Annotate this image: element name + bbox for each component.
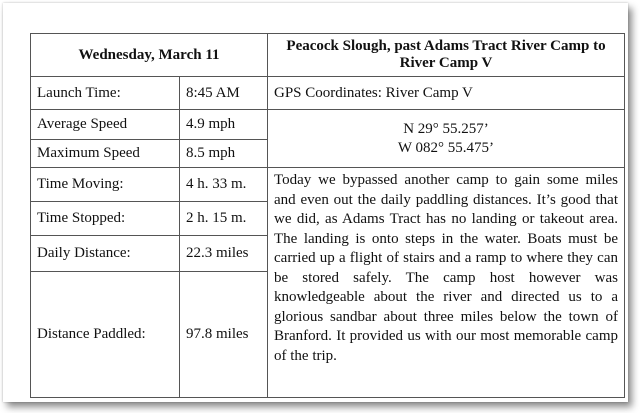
distance-paddled-label: Distance Paddled: xyxy=(31,272,180,398)
launch-time-label: Launch Time: xyxy=(31,77,180,110)
average-speed-value: 4.9 mph xyxy=(180,110,268,140)
launch-time-value: 8:45 AM xyxy=(180,77,268,110)
table-row xyxy=(31,77,625,110)
gps-coordinates-label: GPS Coordinates: River Camp V xyxy=(268,77,625,110)
time-stopped-label: Time Stopped: xyxy=(31,202,180,236)
time-moving-label: Time Moving: xyxy=(31,168,180,202)
date-heading: Wednesday, March 11 xyxy=(31,34,268,77)
table-row xyxy=(31,168,625,202)
daily-narrative: Today we bypassed another camp to gain some miles and even out the daily paddling distances. It’s good that we did, as Adams Tract has no landing or takeout area. The landing is onto steps in the water. Boats must be carried up a flight of stairs and a ramp to where they can be stored safely. The camp host however was knowledgeable about the river and directed us to a glorious sandbar about three miles below the town of Branford. It provided us with our most memorable camp of the trip. xyxy=(268,168,625,398)
gps-coordinates-values xyxy=(268,110,625,168)
average-speed-label: Average Speed xyxy=(31,110,180,140)
route-heading: Peacock Slough, past Adams Tract River Camp to River Camp V xyxy=(268,34,625,77)
maximum-speed-label: Maximum Speed xyxy=(31,140,180,168)
latitude-value: N 29° 55.257’ xyxy=(403,120,489,137)
trip-log-table xyxy=(30,33,625,398)
time-stopped-value: 2 h. 15 m. xyxy=(180,202,268,236)
table-row xyxy=(31,110,625,140)
longitude-value: W 082° 55.475’ xyxy=(397,139,495,156)
maximum-speed-value: 8.5 mph xyxy=(180,140,268,168)
daily-distance-label: Daily Distance: xyxy=(31,236,180,272)
journal-card xyxy=(3,3,628,402)
header-row xyxy=(31,34,625,77)
daily-distance-value: 22.3 miles xyxy=(180,236,268,272)
distance-paddled-value: 97.8 miles xyxy=(180,272,268,398)
time-moving-value: 4 h. 33 m. xyxy=(180,168,268,202)
